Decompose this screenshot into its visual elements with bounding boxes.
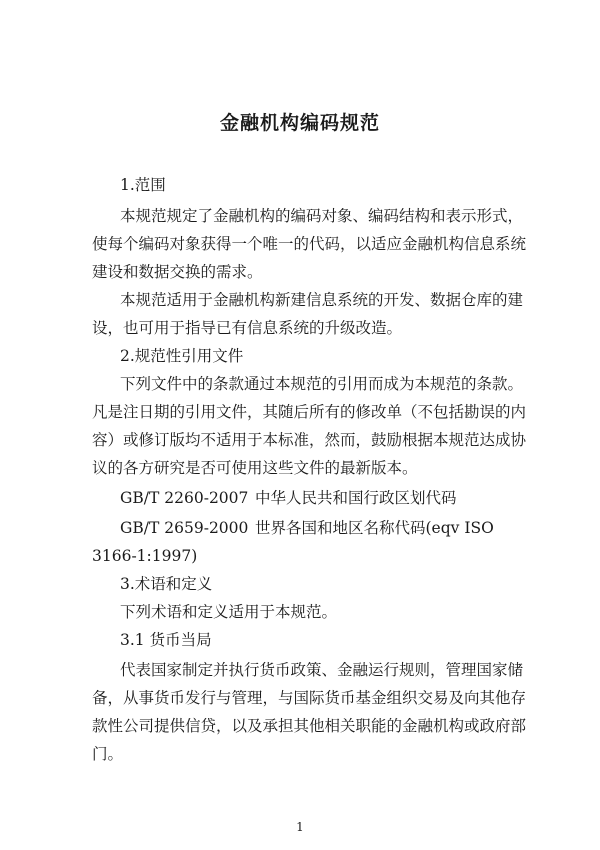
section-2-paragraph-line-4: 议的各方研究是否可使用这些文件的最新版本。: [92, 459, 418, 477]
section-2-heading: 2.规范性引用文件: [120, 347, 244, 365]
reference-code: GB/T 2659-2000: [120, 519, 249, 537]
section-2-paragraph-line-2: 凡是注日期的引用文件，其随后所有的修改单（不包括勘误的内: [92, 403, 527, 421]
section-1-paragraph-2-line-1: 本规范适用于金融机构新建信息系统的开发、数据仓库的建: [120, 291, 524, 309]
section-3-heading: 3.术语和定义: [120, 575, 213, 593]
section-1-heading: 1.范围: [120, 176, 166, 194]
section-3-1-paragraph-line-2: 备，从事货币发行与管理，与国际货币基金组织交易及向其他存: [92, 689, 527, 707]
section-1-paragraph-1-line-1: 本规范规定了金融机构的编码对象、编码结构和表示形式，: [120, 207, 524, 225]
reference-name: 中华人民共和国行政区划代码: [255, 489, 457, 507]
page-number: 1: [296, 820, 304, 834]
section-1-paragraph-1-line-3: 建设和数据交换的需求。: [92, 263, 263, 281]
section-3-1-paragraph-line-1: 代表国家制定并执行货币政策、金融运行规则，管理国家储: [120, 661, 524, 679]
reference-code: GB/T 2260-2007: [120, 489, 249, 507]
section-3-1-paragraph-line-4: 门。: [92, 745, 124, 763]
section-3-1-heading: 3.1 货币当局: [120, 631, 212, 649]
section-1-paragraph-2-line-2: 设，也可用于指导已有信息系统的升级改造。: [92, 319, 403, 337]
document-title: 金融机构编码规范: [219, 112, 380, 134]
section-3-paragraph: 下列术语和定义适用于本规范。: [120, 603, 338, 621]
reference-name: 世界各国和地区名称代码(eqv ISO: [255, 519, 494, 537]
section-1-paragraph-1-line-2: 使每个编码对象获得一个唯一的代码，以适应金融机构信息系统: [92, 235, 527, 253]
section-3-1-paragraph-line-3: 款性公司提供信贷，以及承担其他相关职能的金融机构或政府部: [92, 717, 527, 735]
reference-name-continuation: 3166-1:1997): [92, 547, 198, 565]
section-2-paragraph-line-3: 容）或修订版均不适用于本标准，然而，鼓励根据本规范达成协: [92, 431, 527, 449]
section-2-paragraph-line-1: 下列文件中的条款通过本规范的引用而成为本规范的条款。: [120, 375, 524, 393]
